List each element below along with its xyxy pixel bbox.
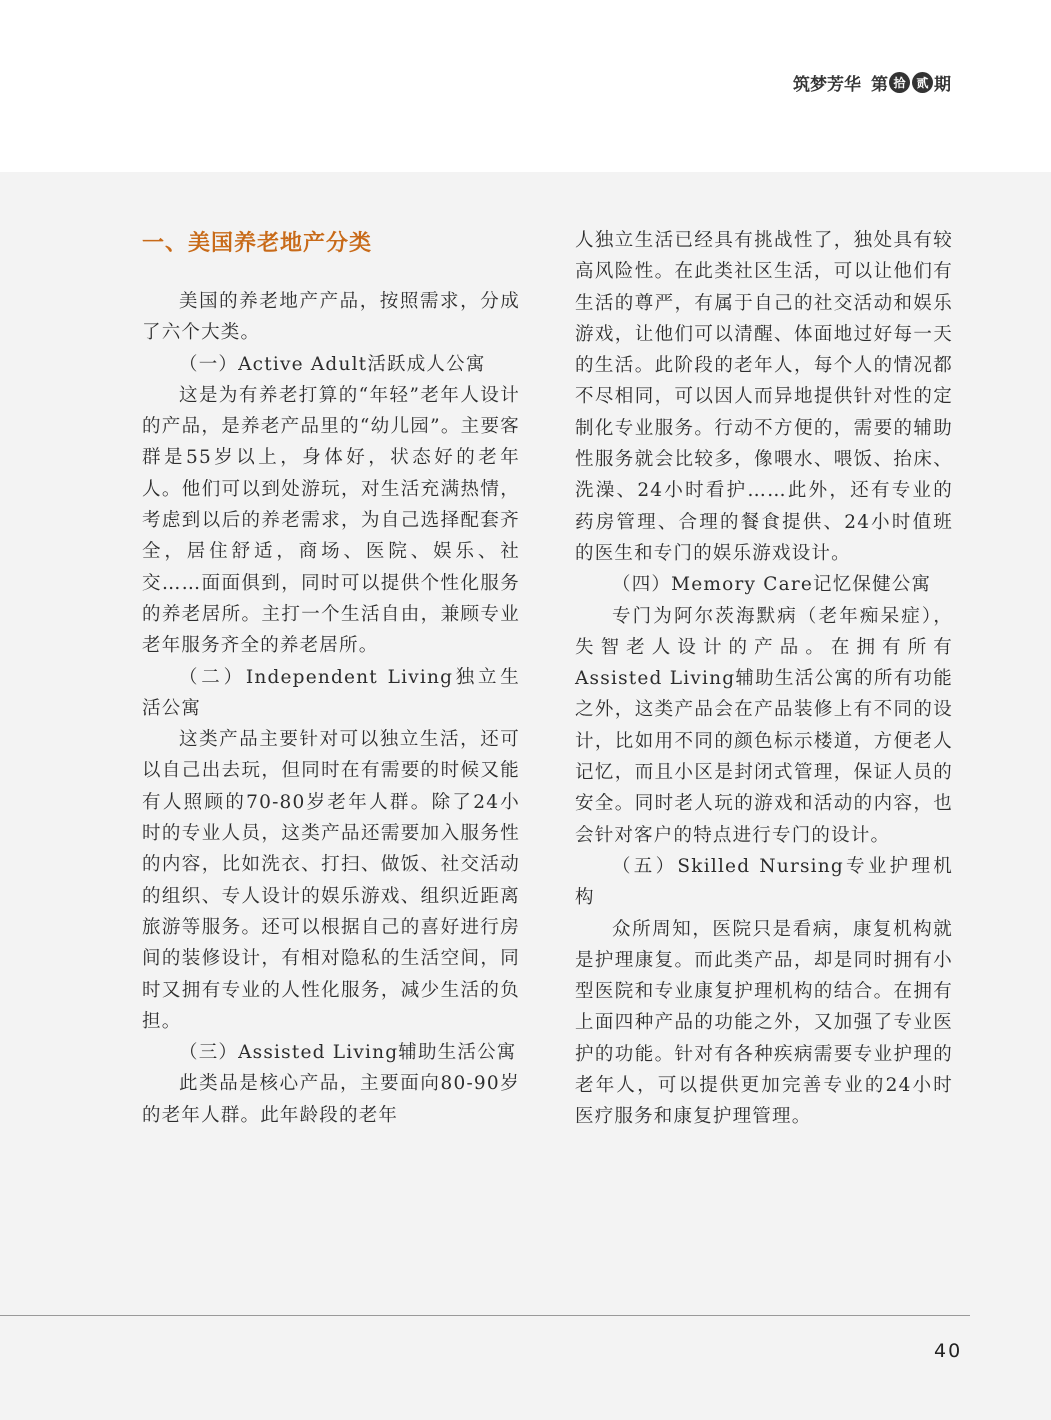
paragraph-continued: 人独立生活已经具有挑战性了，独处具有较高风险性。在此类社区生活，可以让他们有生活的尊严，有属于自己的社交活动和娱乐游戏，让他们可以清醒、体面地过好每一天的生活。此阶段的老年人，每个人的情况都不尽相同，可以因人而异地提供针对性的定制化专业服务。行动不方便的，需要的辅助性服务就会比较多，像喂水、喂饭、抬床、洗澡、24小时看护……此外，还有专业的药房管理、合理的餐食提供、24小时值班的医生和专门的娱乐游戏设计。 [575, 230, 953, 564]
running-header [793, 70, 951, 95]
paragraph: 此类品是核心产品，主要面向80-90岁的老年人群。此年龄段的老年 [142, 1073, 520, 1126]
magazine-title: 筑梦芳华 [793, 75, 861, 95]
paragraph: 众所周知，医院只是看病，康复机构就是护理康复。而此类产品，却是同时拥有小型医院和专业康复护理机构的结合。在拥有上面四种产品的功能之外，又加强了专业医护的功能。针对有各种疾病需要专业护理的老年人，可以提供更加完善专业的24小时医疗服务和康复护理管理。 [575, 918, 953, 1128]
right-column [575, 225, 953, 1133]
issue-suffix: 期 [934, 75, 951, 95]
subheading-independent-living: （二）Independent Living独立生活公寓 [142, 666, 520, 719]
issue-number-circle-2: 贰 [912, 72, 933, 93]
page-number: 40 [934, 1340, 963, 1362]
paragraph: 美国的养老地产产品，按照需求，分成了六个大类。 [142, 291, 520, 344]
subheading-memory-care: （四）Memory Care记忆保健公寓 [612, 574, 932, 596]
left-column [142, 227, 520, 1131]
subheading-active-adult: （一）Active Adult活跃成人公寓 [179, 353, 486, 375]
footer-divider [0, 1315, 970, 1316]
paragraph: 专门为阿尔茨海默病（老年痴呆症），失智老人设计的产品。在拥有所有Assisted Living辅助生活公寓的所有功能之外，这类产品会在产品装修上有不同的设计，比如用不同的颜色标示楼道，方便老人记忆，而且小区是封闭式管理，保证人员的安全。同时老人玩的游戏和活动的内容，也会针对客户的特点进行专门的设计。 [575, 605, 953, 846]
subheading-assisted-living: （三）Assisted Living辅助生活公寓 [179, 1042, 517, 1064]
paragraph: 这是为有养老打算的“年轻”老年人设计的产品，是养老产品里的“幼儿园”。主要客群是55岁以上，身体好，状态好的老年人。他们可以到处游玩，对生活充满热情，考虑到以后的养老需求，为自己选择配套齐全，居住舒适，商场、医院、娱乐、社交……面面俱到，同时可以提供个性化服务的养老居所。主打一个生活自由，兼顾专业老年服务齐全的养老居所。 [142, 384, 520, 657]
section-title: 一、美国养老地产分类 [142, 231, 373, 256]
paragraph: 这类产品主要针对可以独立生活，还可以自己出去玩，但同时在有需要的时候又能有人照顾的70-80岁老年人群。除了24小时的专业人员，这类产品还需要加入服务性的内容，比如洗衣、打扫、做饭、社交活动的组织、专人设计的娱乐游戏、组织近距离旅游等服务。还可以根据自己的喜好进行房间的装修设计，有相对隐私的生活空间，同时又拥有专业的人性化服务，减少生活的负担。 [142, 729, 520, 1032]
issue-number-circle-1: 拾 [889, 72, 910, 93]
subheading-skilled-nursing: （五）Skilled Nursing专业护理机构 [575, 855, 953, 909]
issue-prefix: 第 [871, 75, 888, 95]
